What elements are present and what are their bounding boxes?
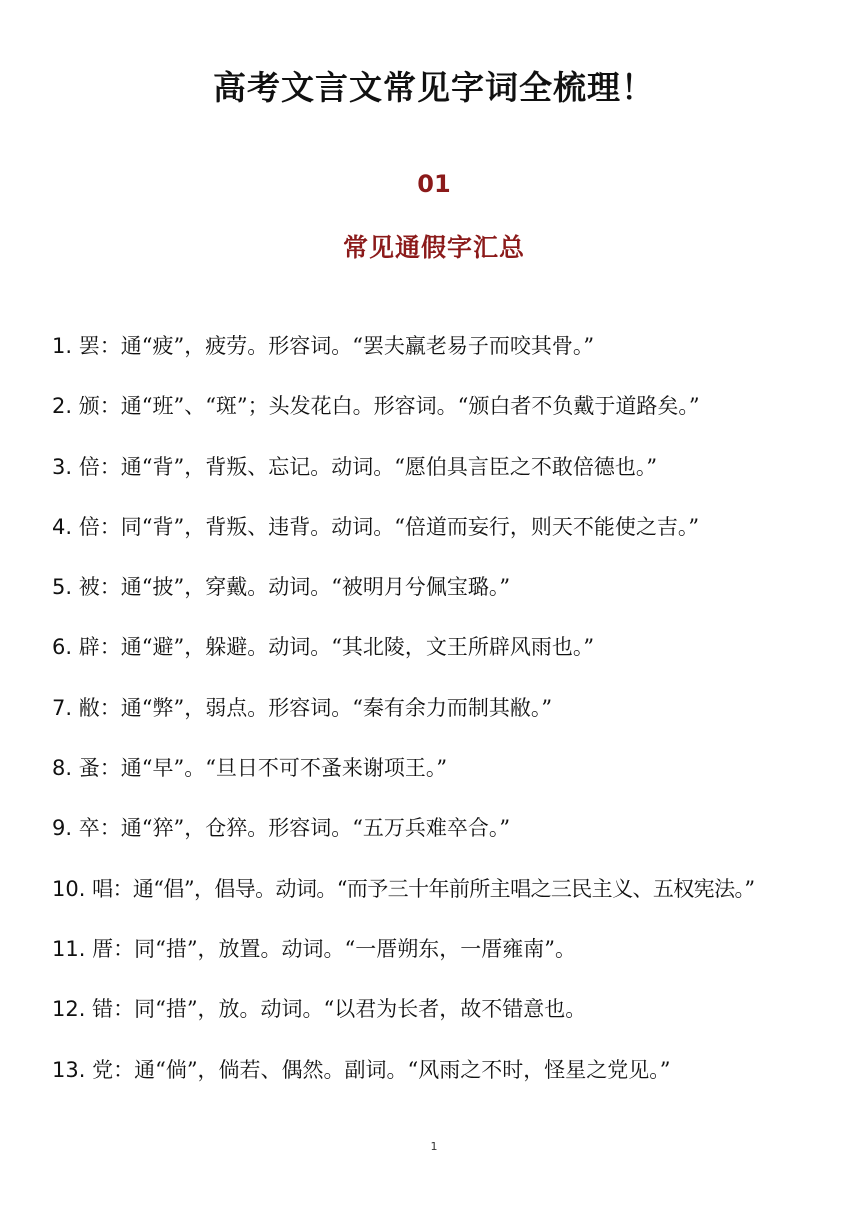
list-item	[52, 754, 852, 814]
list-item	[52, 392, 852, 452]
entry-text: 倍：同“背”，背叛、违背。动词。“倍道而妄行，则天不能使之吉。”	[78, 514, 700, 539]
page-number: 1	[430, 1140, 438, 1153]
entry-text: 党：通“倘”，倘若、偶然。副词。“风雨之不时，怪星之党见。”	[92, 1057, 671, 1082]
entry-number: 8.	[52, 756, 79, 781]
entry-number: 13.	[52, 1057, 93, 1082]
entry-number: 6.	[52, 635, 79, 660]
entry-text: 错：同“措”，放。动词。“以君为长者，故不错意也。	[92, 997, 587, 1022]
section-number: 01	[417, 170, 451, 198]
list-item	[52, 995, 852, 1055]
entry-text: 蚤：通“早”。“旦日不可不蚤来谢项王。”	[78, 756, 448, 781]
list-item	[52, 694, 852, 754]
entry-number: 4.	[52, 514, 79, 539]
entry-text: 辟：通“避”，躲避。动词。“其北陵，文王所辟风雨也。”	[78, 635, 595, 660]
list-item	[52, 935, 852, 995]
entry-number: 5.	[52, 575, 79, 600]
entry-number: 12.	[52, 997, 93, 1022]
entry-text: 唱：通“倡”，倡导。动词。“而予三十年前所主唱之三民主义、五权宪法。”	[92, 876, 755, 901]
entry-number: 2.	[52, 394, 79, 419]
entry-number: 10.	[52, 876, 93, 901]
document-title: 高考文言文常见字词全梳理！	[213, 68, 655, 107]
entry-text: 颁：通“班”、“斑”；头发花白。形容词。“颁白者不负戴于道路矣。”	[78, 394, 700, 419]
list-item	[52, 573, 852, 633]
list-item	[52, 1056, 852, 1116]
entry-list	[52, 332, 852, 1116]
entry-number: 9.	[52, 816, 79, 841]
list-item	[52, 814, 852, 874]
entry-number: 7.	[52, 695, 79, 720]
entry-text: 敝：通“弊”，弱点。形容词。“秦有余力而制其敝。”	[78, 695, 553, 720]
list-item	[52, 875, 852, 935]
entry-text: 厝：同“措”，放置。动词。“一厝朔东，一厝雍南”。	[92, 936, 577, 961]
entry-text: 罢：通“疲”，疲劳。形容词。“罢夫羸老易子而咬其骨。”	[78, 334, 595, 358]
entry-number: 11.	[52, 936, 93, 961]
list-item	[52, 633, 852, 693]
list-item	[52, 332, 852, 392]
entry-number: 3.	[52, 454, 79, 479]
list-item	[52, 453, 852, 513]
entry-text: 倍：通“背”，背叛、忘记。动词。“愿伯具言臣之不敢倍德也。”	[78, 454, 658, 479]
list-item	[52, 513, 852, 573]
entry-text: 卒：通“猝”，仓猝。形容词。“五万兵难卒合。”	[78, 816, 511, 841]
entry-text: 被：通“披”，穿戴。动词。“被明月兮佩宝璐。”	[78, 575, 511, 600]
section-title: 常见通假字汇总	[342, 233, 525, 262]
entry-number: 1.	[52, 334, 79, 358]
